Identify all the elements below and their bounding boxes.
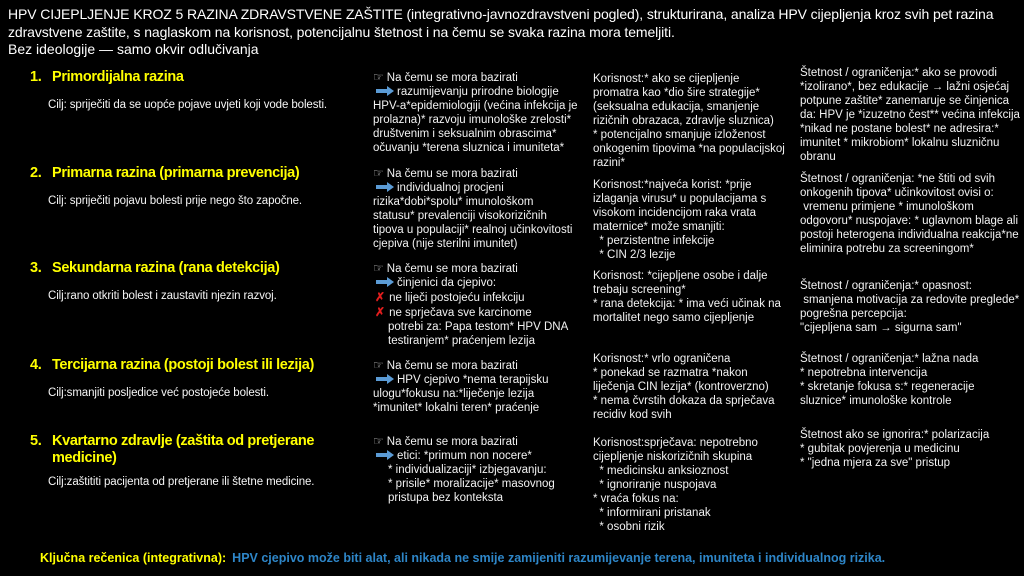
benefit-cell bbox=[588, 64, 795, 170]
level-title-text: Primarna razina (primarna prevencija) bbox=[52, 165, 300, 181]
key-sentence-label: Ključna rečenica (integrativna): bbox=[40, 551, 227, 565]
level-goal: Cilj: spriječiti da se uopće pojave uvjeti koji vode bolesti. bbox=[48, 99, 327, 112]
basis-header-text: Na čemu se mora bazirati bbox=[386, 436, 518, 448]
slide-subtitle: Bez ideologije — samo okvir odlučivanja bbox=[8, 41, 259, 57]
pointing-hand-icon: ☞ bbox=[373, 261, 384, 275]
key-sentence-text: HPV cjepivo može biti alat, ali nikada ne smije zamijeniti razumijevanje terena, imuniteta i individualnog rizika. bbox=[232, 551, 886, 565]
benefit-line: Korisnost: *cijepljene osobe i dalje trebaju screening* bbox=[593, 270, 771, 297]
benefit-line: * CIN 2/3 lezije bbox=[593, 249, 676, 262]
level-cell bbox=[0, 64, 370, 160]
level-number: 5. bbox=[30, 433, 42, 449]
basis-line-text: ne liječi postojeću infekciju bbox=[389, 292, 525, 305]
pointing-hand-icon: ☞ bbox=[373, 358, 384, 372]
arrow-right-icon bbox=[376, 374, 394, 383]
harm-line: Štetnost / ograničenja: *ne štiti od svih onkogenih tipova* učinkovitost ovisi o: bbox=[800, 173, 999, 200]
level-cell bbox=[0, 255, 370, 352]
level-goal: Cilj:smanjiti posljedice već postojeće bolesti. bbox=[48, 387, 269, 400]
benefit-line: Korisnost:* ako se cijepljenje promatra kao *dio šire strategije* (seksualna edukacija, smanjenje rizičnih obrazaca, zdravlje sluznica) bbox=[593, 73, 774, 128]
benefit-line: Korisnost:* vrlo ograničena bbox=[593, 353, 731, 365]
harm-cell bbox=[795, 64, 1024, 164]
harm-line: "cijepljena sam → sigurna sam" bbox=[800, 322, 962, 335]
basis-line bbox=[373, 85, 578, 155]
basis-line-text: razumijevanju prirodne biologije HPV-a*epidemiologiji (većina infekcija je prolazna)* razvoju imunološke zrelosti* društvenim i seksualnim obrascima* očuvanju *terena sluznica i imuniteta* bbox=[373, 86, 578, 155]
arrow-right-icon bbox=[376, 86, 394, 95]
level-heading bbox=[30, 165, 364, 182]
level-number: 2. bbox=[30, 165, 42, 181]
pointing-hand-icon: ☞ bbox=[373, 434, 384, 448]
basis-cell bbox=[370, 352, 588, 428]
harm-cell bbox=[795, 255, 1024, 352]
harm-line: * skretanje fokusa s:* regeneracije sluznice* imunološke kontrole bbox=[800, 381, 978, 408]
basis-line-text: ne sprječava sve karcinome bbox=[389, 307, 532, 320]
levels-grid bbox=[0, 64, 1024, 550]
benefit-line: Korisnost:sprječava: nepotrebno cijepljenje niskorizičnih skupina bbox=[593, 437, 762, 464]
harm-line: Štetnost / ograničenja:* opasnost: bbox=[800, 280, 972, 292]
harm-cell bbox=[795, 352, 1024, 428]
level-number: 4. bbox=[30, 357, 42, 373]
level-cell bbox=[0, 160, 370, 255]
level-goal: Cilj:rano otkriti bolest i zaustaviti njezin razvoj. bbox=[48, 290, 277, 303]
basis-header bbox=[373, 434, 578, 449]
pointing-hand-icon: ☞ bbox=[373, 166, 384, 180]
basis-header-text: Na čemu se mora bazirati bbox=[386, 168, 518, 180]
harm-line: Štetnost ako se ignorira:* polarizacija bbox=[800, 429, 990, 441]
basis-cell bbox=[370, 64, 588, 160]
basis-line bbox=[373, 305, 578, 320]
benefit-line: Korisnost:*najveća korist: *prije izlaganja virusu* u populacijama s visokom incidencijom raka vrata maternice* može smanjiti: bbox=[593, 179, 770, 234]
basis-line bbox=[373, 477, 578, 505]
basis-line bbox=[373, 463, 578, 477]
basis-line bbox=[373, 276, 578, 290]
slide-header bbox=[0, 0, 1024, 59]
basis-cell bbox=[370, 255, 588, 352]
benefit-line: * perzistentne infekcije bbox=[593, 235, 715, 248]
level-cell bbox=[0, 428, 370, 550]
basis-cell bbox=[370, 428, 588, 550]
level-number: 3. bbox=[30, 260, 42, 276]
benefit-line: * vraća fokus na: bbox=[593, 493, 679, 506]
level-cell bbox=[0, 352, 370, 428]
basis-header bbox=[373, 261, 578, 276]
basis-line bbox=[373, 290, 578, 305]
level-title-text: Tercijarna razina (postoji bolest ili lezija) bbox=[52, 357, 314, 373]
basis-header bbox=[373, 166, 578, 181]
level-heading bbox=[30, 357, 364, 374]
harm-line: vremenu primjene * imunološkom odgovoru* nuspojave: * uglavnom blage ali postoji heterogena individualna reakcija*ne eliminira potrebu za screeningom* bbox=[800, 201, 1022, 256]
benefit-line: * osobni rizik bbox=[593, 521, 665, 534]
basis-line bbox=[373, 373, 578, 415]
harm-line: * "jedna mjera za sve" pristup bbox=[800, 457, 951, 470]
basis-header bbox=[373, 70, 578, 85]
harm-line: smanjena motivacija za redovite preglede* pogrešna percepcija: bbox=[800, 294, 1023, 321]
pointing-hand-icon: ☞ bbox=[373, 70, 384, 84]
basis-header bbox=[373, 358, 578, 373]
harm-line: * nepotrebna intervencija bbox=[800, 367, 928, 380]
basis-line bbox=[373, 181, 578, 251]
level-title-text: Kvartarno zdravlje (zaštita od pretjerane medicine) bbox=[52, 433, 315, 467]
level-goal: Cilj:zaštititi pacijenta od pretjerane ili štetne medicine. bbox=[48, 476, 315, 489]
basis-line-text: * individualizaciji* izbjegavanju: bbox=[388, 464, 547, 477]
basis-line-text: HPV cjepivo *nema terapijsku ulogu*fokusu na:*liječenje lezija *imunitet* lokalni teren* praćenje bbox=[373, 374, 549, 415]
arrow-right-icon bbox=[376, 450, 394, 459]
benefit-cell bbox=[588, 255, 795, 352]
red-cross-icon: ✗ bbox=[375, 305, 386, 320]
level-number: 1. bbox=[30, 69, 42, 85]
level-heading bbox=[30, 433, 364, 467]
basis-line-text: činjenici da cjepivo: bbox=[397, 277, 497, 290]
arrow-right-icon bbox=[376, 182, 394, 191]
red-cross-icon: ✗ bbox=[375, 290, 386, 305]
benefit-cell bbox=[588, 352, 795, 428]
level-heading bbox=[30, 260, 364, 277]
benefit-line: * nema čvrstih dokaza da sprječava recidiv kod svih bbox=[593, 395, 778, 422]
benefit-line: * medicinsku anksioznost bbox=[593, 465, 729, 478]
benefit-line: * informirani pristanak bbox=[593, 507, 711, 520]
basis-cell bbox=[370, 160, 588, 255]
level-title-text: Primordijalna razina bbox=[52, 69, 184, 85]
benefit-line: * ignoriranje nuspojava bbox=[593, 479, 717, 492]
benefit-cell bbox=[588, 160, 795, 262]
basis-line-text: etici: *primum non nocere* bbox=[397, 450, 532, 463]
basis-line-text: * prisile* moralizacije* masovnog pristupa bez konteksta bbox=[388, 478, 555, 505]
basis-line bbox=[373, 449, 578, 463]
benefit-cell bbox=[588, 428, 795, 550]
harm-cell bbox=[795, 428, 1024, 550]
basis-header-text: Na čemu se mora bazirati bbox=[386, 360, 518, 372]
level-title-text: Sekundarna razina (rana detekcija) bbox=[52, 260, 280, 276]
basis-line-text: individualnoj procjeni rizika*dobi*spolu* imunološkom statusu* prevalenciji visokorizičnih tipova u populaciji* realnoj učinkovitosti cjepiva (nije sterilni imunitet) bbox=[373, 182, 573, 251]
slide-footer bbox=[40, 551, 885, 565]
arrow-right-icon bbox=[376, 277, 394, 286]
basis-line bbox=[373, 320, 578, 348]
level-goal: Cilj: spriječiti pojavu bolesti prije nego što započne. bbox=[48, 195, 303, 208]
harm-line: Štetnost / ograničenja:* lažna nada bbox=[800, 353, 979, 365]
benefit-line: * ponekad se razmatra *nakon liječenja CIN lezija* (kontroverzno) bbox=[593, 367, 769, 394]
basis-header-text: Na čemu se mora bazirati bbox=[386, 72, 518, 84]
harm-line: Štetnost / ograničenja:* ako se provodi *izolirano*, bez edukacije → lažni osjećaj potpune zaštite* zanemaruje se činjenica da: HPV je *izuzetno čest** većina infekcija *nikad ne postane bolest* ne adresira:* imunitet * mikrobiom* lokalnu sluzničnu obranu bbox=[800, 67, 1024, 164]
benefit-line: * rana detekcija: * ima veći učinak na mortalitet nego samo cijepljenje bbox=[593, 298, 785, 325]
basis-header-text: Na čemu se mora bazirati bbox=[386, 263, 518, 275]
harm-cell bbox=[795, 160, 1024, 255]
benefit-line: * potencijalno smanjuje izloženost onkogenim tipovima *na populacijskoj razini* bbox=[593, 129, 788, 170]
basis-line-text: potrebi za: Papa testom* HPV DNA testiranjem* praćenjem lezija bbox=[388, 321, 568, 348]
level-heading bbox=[30, 69, 364, 86]
harm-line: * gubitak povjerenja u medicinu bbox=[800, 443, 960, 456]
slide-title: HPV CIJEPLJENJE KROZ 5 RAZINA ZDRAVSTVENE ZAŠTITE (integrativno-javnozdravstveni pogled), strukturirana, analiza HPV cijepljenja kroz svih pet razina zdravstvene zaštite, s naglaskom na korisnost, potencijalnu štetnost i na čemu se svaka razina mora temeljiti. bbox=[8, 6, 994, 40]
